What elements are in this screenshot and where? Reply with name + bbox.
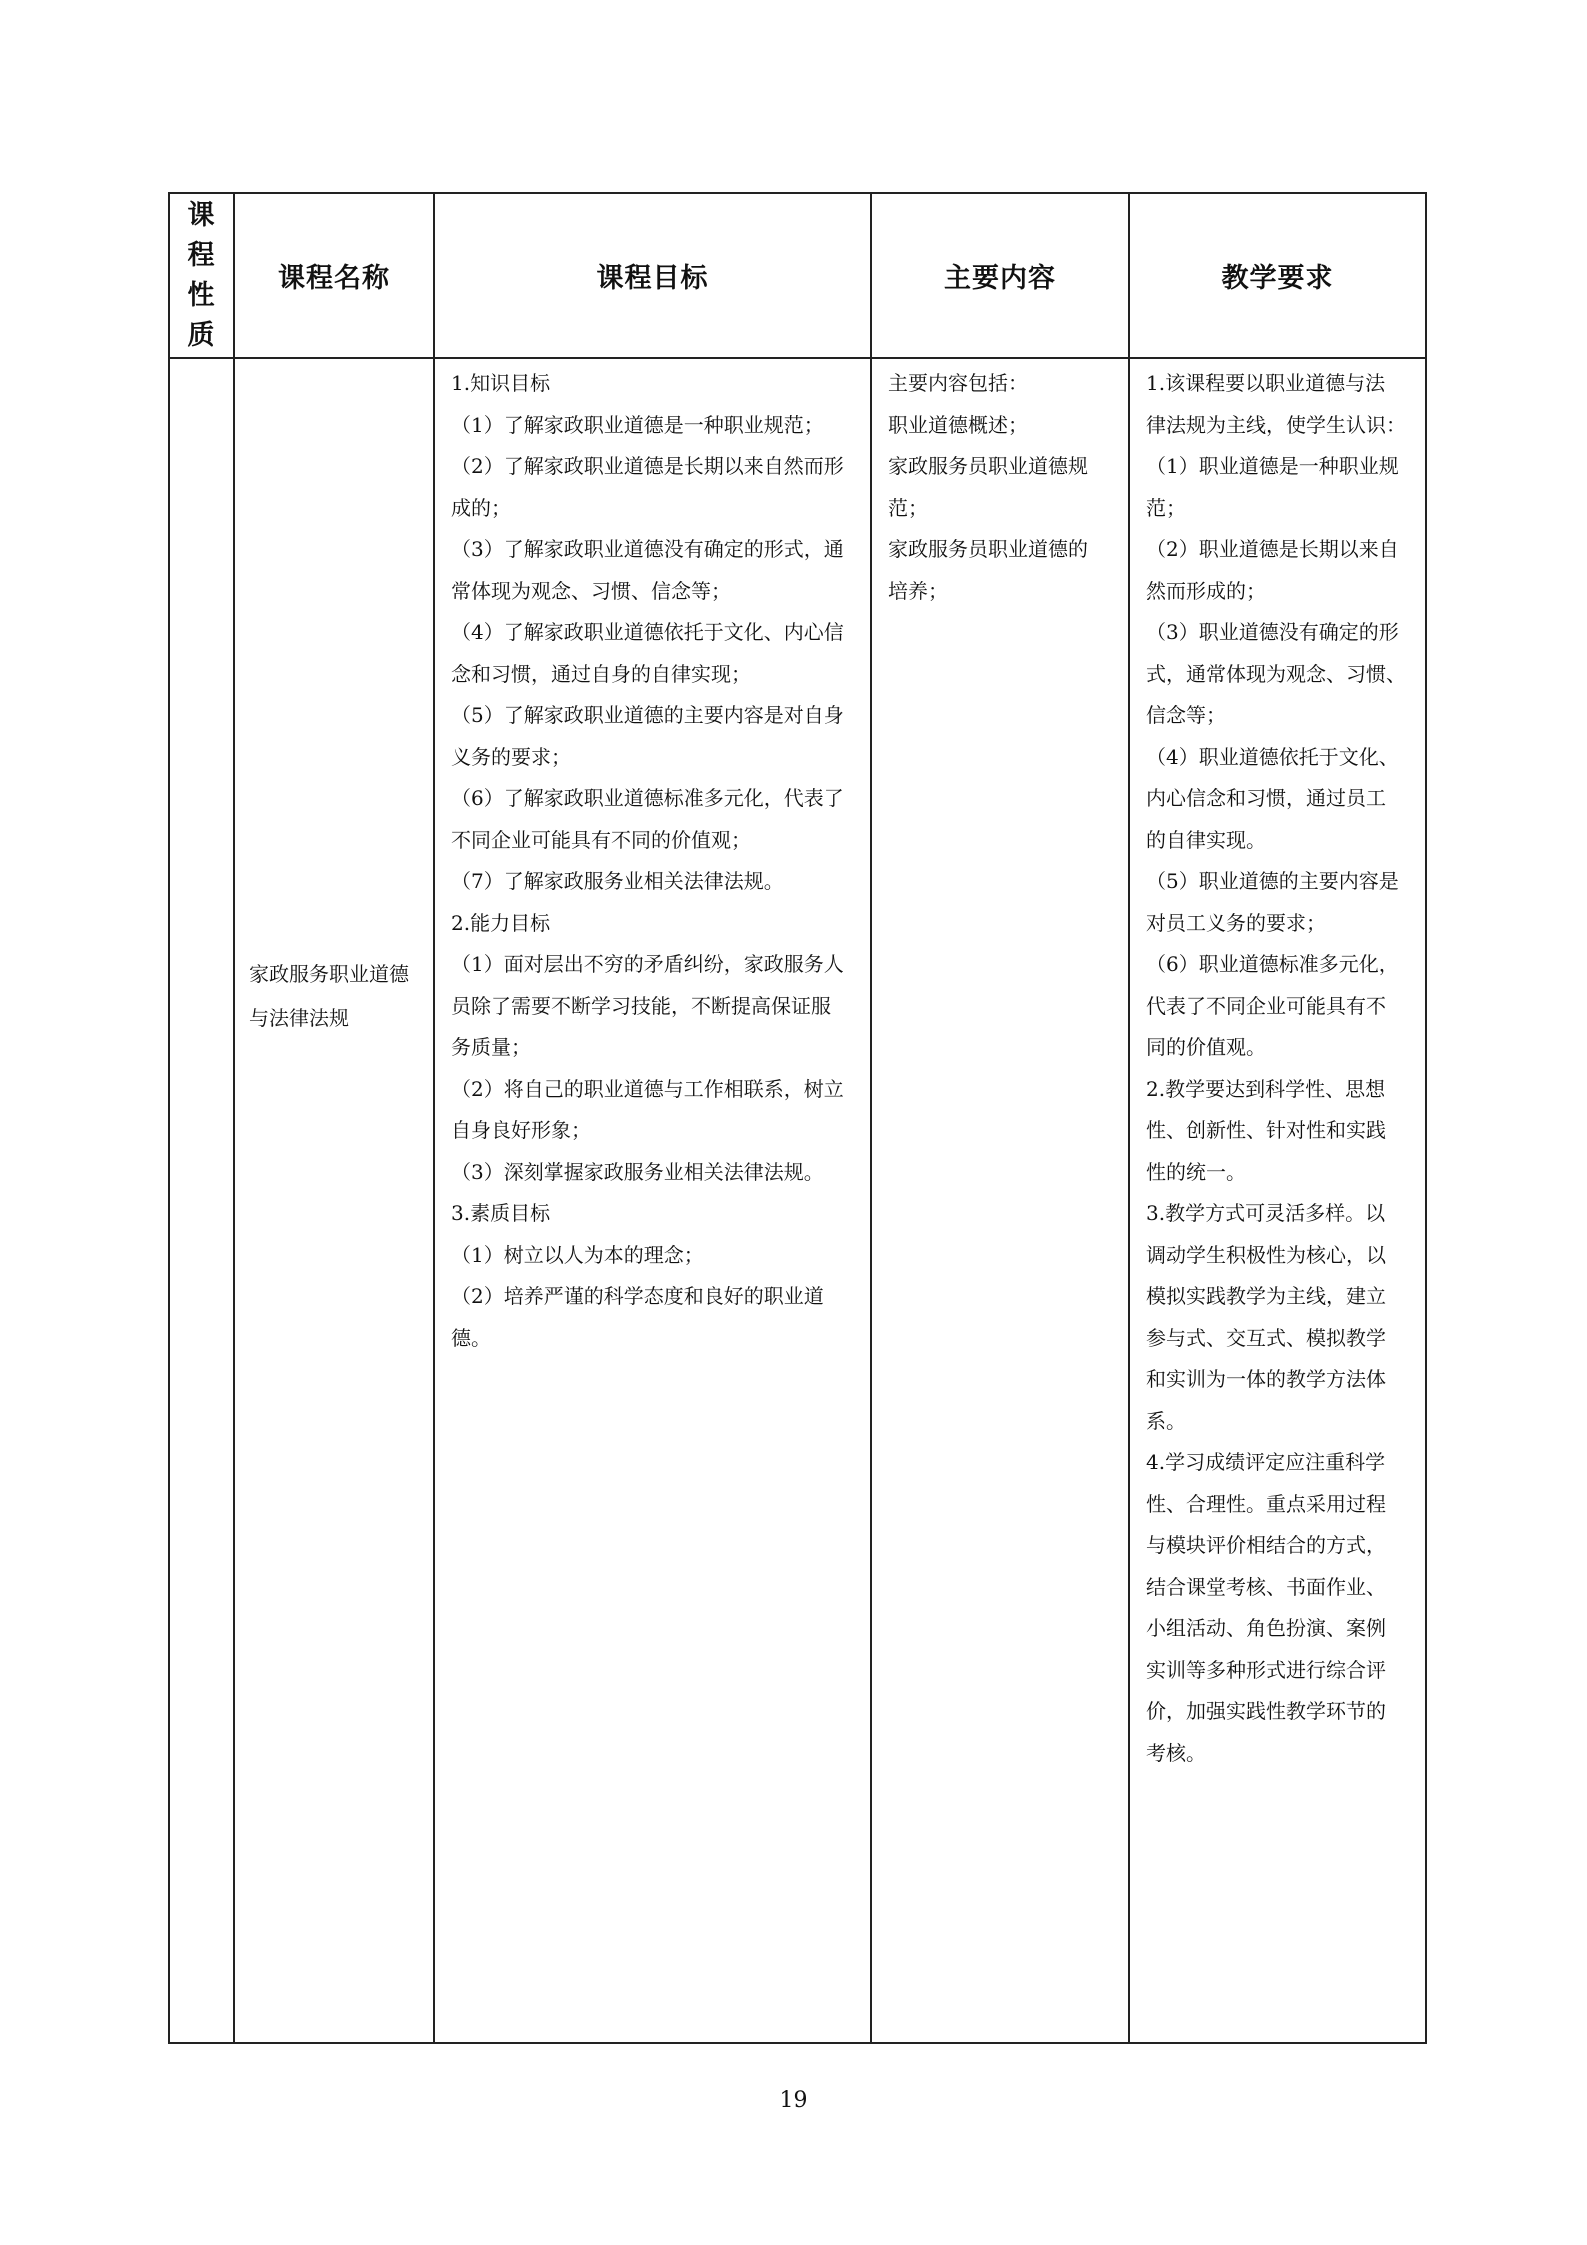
- text-line: 念和习惯，通过自身的自律实现；: [451, 661, 751, 686]
- text-line: 3.教学方式可灵活多样。以: [1146, 1201, 1386, 1225]
- text-line: 成的；: [451, 495, 511, 520]
- header-course-goal: 课程目标: [434, 193, 871, 358]
- text-line: 4.学习成绩评定应注重科学: [1146, 1450, 1386, 1474]
- text-line: （1）职业道德是一种职业规: [1146, 454, 1399, 478]
- course-nature-cell: [169, 358, 234, 2043]
- table-row: [169, 358, 1426, 2043]
- text-line: （1）树立以人为本的理念；: [451, 1242, 704, 1267]
- text-line: 实训等多种形式进行综合评: [1146, 1657, 1386, 1682]
- text-line: 性、合理性。重点采用过程: [1146, 1491, 1386, 1516]
- course-name-cell: [234, 358, 434, 2043]
- text-line: 德。: [451, 1325, 491, 1350]
- text-line: （5）职业道德的主要内容是: [1146, 869, 1399, 893]
- header-nature-char: 程: [187, 239, 216, 271]
- text-line: 性、创新性、针对性和实践: [1146, 1118, 1386, 1142]
- course-name-line: 与法律法规: [249, 1005, 349, 1030]
- text-line: 主要内容包括：: [888, 371, 1028, 395]
- header-course-nature: [169, 193, 234, 358]
- header-course-name: 课程名称: [234, 193, 434, 358]
- text-line: 同的价值观。: [1146, 1035, 1266, 1059]
- text-line: 与模块评价相结合的方式，: [1146, 1533, 1386, 1557]
- text-line: （1）面对层出不穷的矛盾纠纷，家政服务人: [451, 952, 844, 976]
- header-nature-char: 质: [187, 319, 216, 351]
- text-line: 2.教学要达到科学性、思想: [1146, 1076, 1386, 1101]
- page-number: 19: [779, 2088, 808, 2113]
- text-line: 员除了需要不断学习技能，不断提高保证服: [451, 993, 831, 1018]
- text-line: 调动学生积极性为核心，以: [1146, 1242, 1386, 1267]
- text-line: 系。: [1146, 1408, 1186, 1433]
- text-line: 义务的要求；: [451, 744, 571, 769]
- text-line: 范；: [1146, 495, 1186, 520]
- text-line: （3）职业道德没有确定的形: [1146, 620, 1399, 644]
- text-line: （3）了解家政职业道德没有确定的形式，通: [451, 537, 844, 561]
- text-line: 律法规为主线，使学生认识：: [1146, 412, 1406, 437]
- text-line: 2.能力目标: [451, 910, 551, 935]
- text-line: 价，加强实践性教学环节的: [1146, 1699, 1386, 1723]
- text-line: 结合课堂考核、书面作业、: [1146, 1574, 1386, 1599]
- text-line: 3.素质目标: [451, 1201, 551, 1225]
- course-goal-text: [435, 359, 870, 1359]
- teaching-requirement-text: [1130, 359, 1425, 1774]
- text-line: （4）了解家政职业道德依托于文化、内心信: [451, 620, 844, 644]
- text-line: 1.知识目标: [451, 371, 551, 395]
- text-line: 自身良好形象；: [451, 1118, 591, 1142]
- text-line: 内心信念和习惯，通过员工: [1146, 786, 1386, 810]
- text-line: 小组活动、角色扮演、案例: [1146, 1616, 1386, 1640]
- text-line: 性的统一。: [1146, 1159, 1246, 1184]
- text-line: （2）职业道德是长期以来自: [1146, 537, 1399, 561]
- text-line: 对员工义务的要求；: [1146, 910, 1326, 935]
- text-line: 家政服务员职业道德的: [888, 537, 1088, 561]
- text-line: （4）职业道德依托于文化、: [1146, 744, 1399, 769]
- header-teaching-requirement: 教学要求: [1129, 193, 1426, 358]
- text-line: 1.该课程要以职业道德与法: [1146, 371, 1386, 395]
- text-line: 和实训为一体的教学方法体: [1146, 1367, 1386, 1391]
- text-line: 的自律实现。: [1146, 827, 1266, 852]
- text-line: 考核。: [1146, 1740, 1206, 1765]
- text-line: 参与式、交互式、模拟教学: [1146, 1325, 1386, 1350]
- header-nature-char: 课: [187, 199, 216, 231]
- text-line: 不同企业可能具有不同的价值观；: [451, 827, 751, 852]
- text-line: （1）了解家政职业道德是一种职业规范；: [451, 412, 824, 437]
- text-line: 常体现为观念、习惯、信念等；: [451, 578, 731, 603]
- text-line: 范；: [888, 495, 928, 520]
- text-line: 然而形成的；: [1146, 578, 1266, 603]
- header-main-content: 主要内容: [871, 193, 1129, 358]
- text-line: 代表了不同企业可能具有不: [1146, 993, 1386, 1018]
- table-header-row: [169, 193, 1426, 358]
- text-line: （6）职业道德标准多元化，: [1146, 952, 1399, 976]
- course-goal-cell: [434, 358, 871, 2043]
- text-line: （2）培养严谨的科学态度和良好的职业道: [451, 1284, 824, 1308]
- main-content-cell: [871, 358, 1129, 2043]
- header-course-nature-chars: [170, 196, 233, 356]
- text-line: （6）了解家政职业道德标准多元化，代表了: [451, 786, 844, 810]
- text-line: 培养；: [888, 578, 948, 603]
- course-name-text: [235, 952, 433, 1040]
- text-line: 信念等；: [1146, 703, 1226, 727]
- main-content-text: [872, 359, 1128, 612]
- text-line: 务质量；: [451, 1035, 531, 1059]
- text-line: 家政服务员职业道德规: [888, 454, 1088, 478]
- teaching-requirement-cell: [1129, 358, 1426, 2043]
- text-line: （5）了解家政职业道德的主要内容是对自身: [451, 703, 844, 727]
- text-line: 职业道德概述；: [888, 412, 1028, 437]
- text-line: 模拟实践教学为主线，建立: [1146, 1284, 1386, 1308]
- text-line: （2）将自己的职业道德与工作相联系，树立: [451, 1076, 844, 1101]
- text-line: （3）深刻掌握家政服务业相关法律法规。: [451, 1159, 824, 1184]
- course-name-line: 家政服务职业道德: [249, 961, 409, 986]
- text-line: 式，通常体现为观念、习惯、: [1146, 661, 1406, 686]
- course-table: [168, 192, 1427, 2044]
- header-nature-char: 性: [187, 279, 216, 311]
- text-line: （7）了解家政服务业相关法律法规。: [451, 869, 784, 893]
- text-line: （2）了解家政职业道德是长期以来自然而形: [451, 454, 844, 478]
